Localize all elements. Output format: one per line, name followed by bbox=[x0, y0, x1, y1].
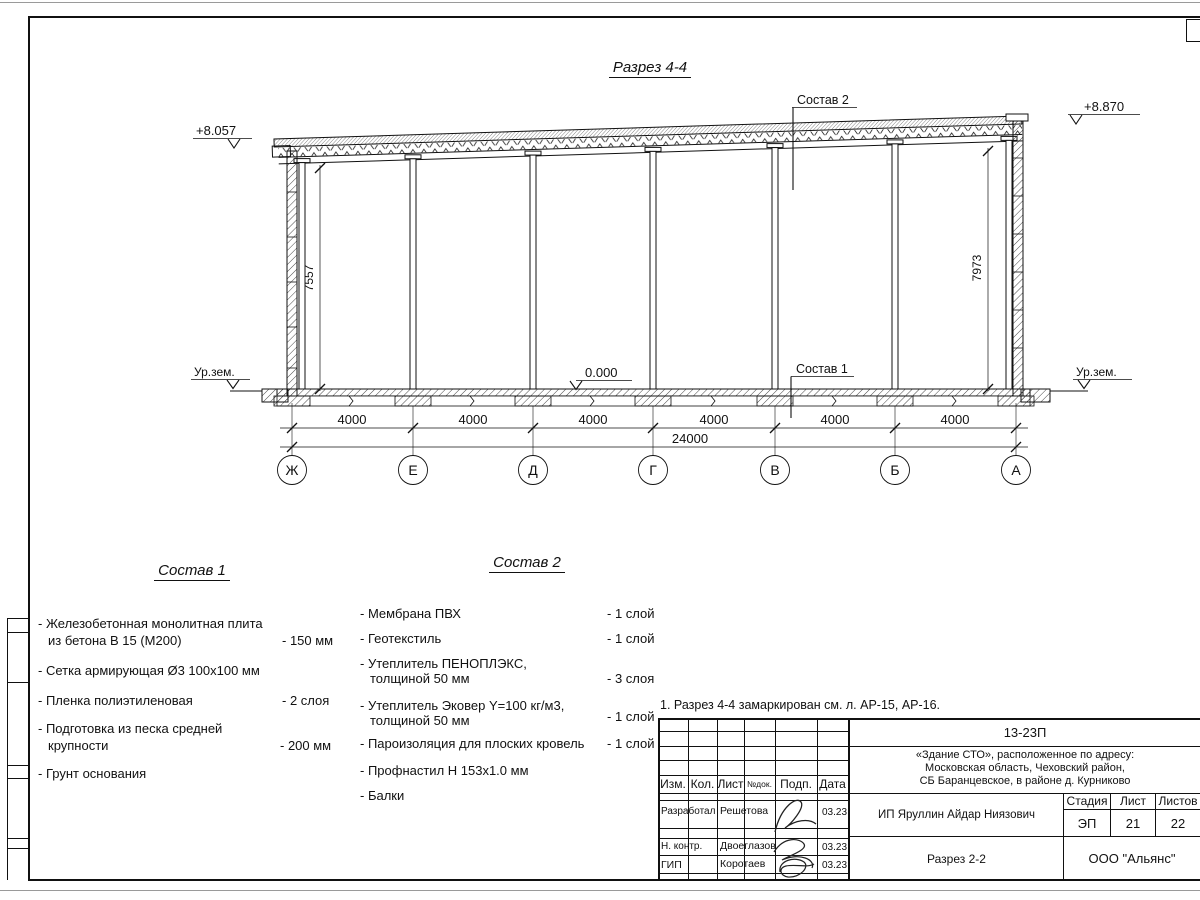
dim-bay-label: 4000 bbox=[337, 412, 367, 427]
floor-slab bbox=[277, 389, 1030, 396]
callout-sostav1-label: Состав 1 bbox=[796, 362, 848, 376]
axis-bubbles bbox=[278, 456, 1031, 485]
sostav1-heading bbox=[152, 562, 232, 579]
margin-divider bbox=[7, 778, 28, 779]
roof bbox=[272, 116, 1022, 164]
extension-lines bbox=[292, 403, 1016, 456]
list-item: толщиной 50 мм bbox=[370, 671, 470, 686]
signature-ncontrol-gip bbox=[770, 834, 824, 880]
section-drawing bbox=[150, 55, 1140, 500]
list-item: - Профнастил Н 153х1.0 мм bbox=[360, 763, 529, 778]
list-item: - Балки bbox=[360, 788, 405, 803]
column bbox=[645, 147, 661, 389]
list-item: - Мембрана ПВХ bbox=[360, 606, 461, 621]
dim-bay-label: 4000 bbox=[940, 412, 970, 427]
section-view-title-text: Разрез 4-4 bbox=[609, 59, 691, 78]
client-name: ИП Яруллин Айдар Ниязович bbox=[878, 809, 1035, 821]
level-arrow bbox=[227, 380, 239, 389]
list-item: - Пленка полиэтиленовая bbox=[38, 693, 193, 708]
role-developer: Разработал bbox=[661, 806, 716, 817]
role-ncontrol: Н. контр. bbox=[661, 841, 703, 852]
wall-right bbox=[1013, 121, 1023, 396]
columns bbox=[294, 136, 1017, 389]
list-item-value: - 1 слой bbox=[607, 606, 655, 621]
sheets-value: 22 bbox=[1170, 815, 1186, 831]
floor bbox=[230, 389, 1088, 406]
list-item: - Подготовка из песка средней bbox=[38, 721, 223, 736]
sostav2-heading bbox=[482, 554, 572, 571]
column bbox=[767, 144, 783, 389]
list-item-value: - 200 мм bbox=[280, 738, 332, 753]
axis-label: Е bbox=[408, 462, 418, 478]
list-item-value: - 150 мм bbox=[282, 633, 334, 648]
project-description bbox=[850, 749, 1200, 788]
dim-bay-label: 4000 bbox=[458, 412, 488, 427]
col-ndok: №док. bbox=[747, 779, 772, 789]
column bbox=[525, 151, 541, 389]
col-data: Дата bbox=[819, 777, 846, 791]
axis-label: А bbox=[1011, 462, 1021, 478]
company-name: ООО "Альянс" bbox=[1088, 851, 1176, 866]
parapet-cap-right bbox=[1006, 114, 1028, 121]
margin-column-line bbox=[7, 618, 8, 880]
ground-left-label: Ур.зем. bbox=[194, 365, 235, 379]
walls bbox=[287, 114, 1028, 396]
axis-label: Б bbox=[890, 462, 900, 478]
paper-edge-bottom bbox=[0, 890, 1200, 891]
column bbox=[887, 140, 903, 389]
dim-height-right: 7973 bbox=[970, 254, 984, 282]
list-item: толщиной 50 мм bbox=[370, 713, 470, 728]
margin-divider bbox=[7, 765, 28, 766]
level-floor-label: 0.000 bbox=[585, 365, 618, 380]
project-line: СБ Баранцевское, в районе д. Курниково bbox=[919, 775, 1131, 787]
frame-left bbox=[28, 16, 30, 880]
list-item: - Железобетонная монолитная плита bbox=[38, 616, 263, 631]
level-left-label: +8.057 bbox=[196, 123, 237, 138]
margin-divider bbox=[7, 618, 28, 619]
name-developer: Решетова bbox=[720, 805, 769, 817]
margin-divider bbox=[7, 848, 28, 849]
role-gip: ГИП bbox=[661, 859, 682, 871]
sheet-value: 21 bbox=[1125, 815, 1141, 831]
note-text: 1. Разрез 4-4 замаркирован см. л. АР-15, АР-16. bbox=[660, 698, 941, 712]
list-item-value: - 1 слой bbox=[607, 631, 655, 646]
stage-label: Стадия bbox=[1066, 794, 1108, 808]
ground-right-label: Ур.зем. bbox=[1076, 365, 1117, 379]
dim-bay-label: 4000 bbox=[578, 412, 608, 427]
dim-height-left: 7557 bbox=[302, 264, 316, 292]
level-arrow bbox=[228, 139, 240, 148]
list-item-value: - 1 слой bbox=[607, 736, 655, 751]
list-item: - Пароизоляция для плоских кровель bbox=[360, 736, 585, 751]
list-item: - Грунт основания bbox=[38, 766, 147, 781]
list-item: - Утеплитель Эковер Y=100 кг/м3, bbox=[360, 698, 565, 713]
date-gip: 03.23 bbox=[822, 860, 848, 871]
project-line: Московская область, Чеховский район, bbox=[925, 762, 1125, 774]
title-block bbox=[658, 718, 1200, 880]
margin-divider bbox=[7, 838, 28, 839]
corner-stamp-box bbox=[1186, 19, 1200, 42]
margin-divider bbox=[7, 632, 28, 633]
list-item: из бетона В 15 (М200) bbox=[48, 633, 182, 648]
dimensions-vertical bbox=[302, 146, 993, 394]
signature-developer bbox=[771, 794, 821, 839]
sostav1-heading-text: Состав 1 bbox=[154, 562, 230, 581]
col-podp: Подп. bbox=[780, 777, 812, 791]
frame-top bbox=[28, 16, 1200, 18]
level-arrow bbox=[1078, 380, 1090, 389]
dim-total-label: 24000 bbox=[671, 431, 709, 446]
sheet-label: Лист bbox=[1119, 794, 1147, 808]
paper-edge-top bbox=[0, 2, 1200, 3]
level-arrow bbox=[570, 381, 582, 390]
wall-left bbox=[287, 151, 297, 396]
sheets-label: Листов bbox=[1158, 794, 1198, 808]
name-gip: Коротаев bbox=[720, 858, 766, 870]
name-ncontrol: Двоеглазов bbox=[720, 840, 776, 852]
date-developer: 03.23 bbox=[822, 807, 848, 818]
sostav2-heading-text: Состав 2 bbox=[489, 554, 565, 573]
axis-label: Ж bbox=[285, 462, 299, 478]
list-item: - Геотекстиль bbox=[360, 631, 442, 646]
dim-bay-label: 4000 bbox=[699, 412, 729, 427]
list-item: - Утеплитель ПЕНОПЛЭКС, bbox=[360, 656, 527, 671]
list-item-value: - 3 слоя bbox=[607, 671, 655, 686]
level-arrow bbox=[1070, 115, 1082, 124]
dim-bay-label: 4000 bbox=[820, 412, 850, 427]
callout-sostav2-label: Состав 2 bbox=[797, 93, 849, 107]
footing-right bbox=[1021, 389, 1050, 402]
list-item-value: - 1 слой bbox=[607, 709, 655, 724]
axis-label: Д bbox=[528, 462, 538, 478]
level-right-label: +8.870 bbox=[1084, 99, 1125, 114]
margin-divider bbox=[7, 682, 28, 683]
view-name: Разрез 2-2 bbox=[927, 851, 986, 866]
axis-label: Г bbox=[649, 462, 657, 478]
col-list: Лист bbox=[717, 777, 744, 791]
col-izm: Изм. bbox=[660, 777, 686, 791]
list-item: - Сетка армирующая Ø3 100х100 мм bbox=[38, 663, 260, 678]
date-ncontrol: 03.23 bbox=[822, 842, 848, 853]
list-item-value: - 2 слоя bbox=[282, 693, 330, 708]
stage-value: ЭП bbox=[1077, 815, 1097, 831]
project-line: «Здание СТО», расположенное по адресу: bbox=[915, 749, 1135, 761]
col-kol: Кол. bbox=[690, 777, 715, 791]
column bbox=[405, 155, 421, 389]
axis-label: В bbox=[770, 462, 780, 478]
list-item: крупности bbox=[48, 738, 109, 753]
footing-left bbox=[262, 389, 288, 402]
doc-code: 13-23П bbox=[1003, 724, 1047, 740]
dimensions-horizontal bbox=[280, 403, 1028, 456]
